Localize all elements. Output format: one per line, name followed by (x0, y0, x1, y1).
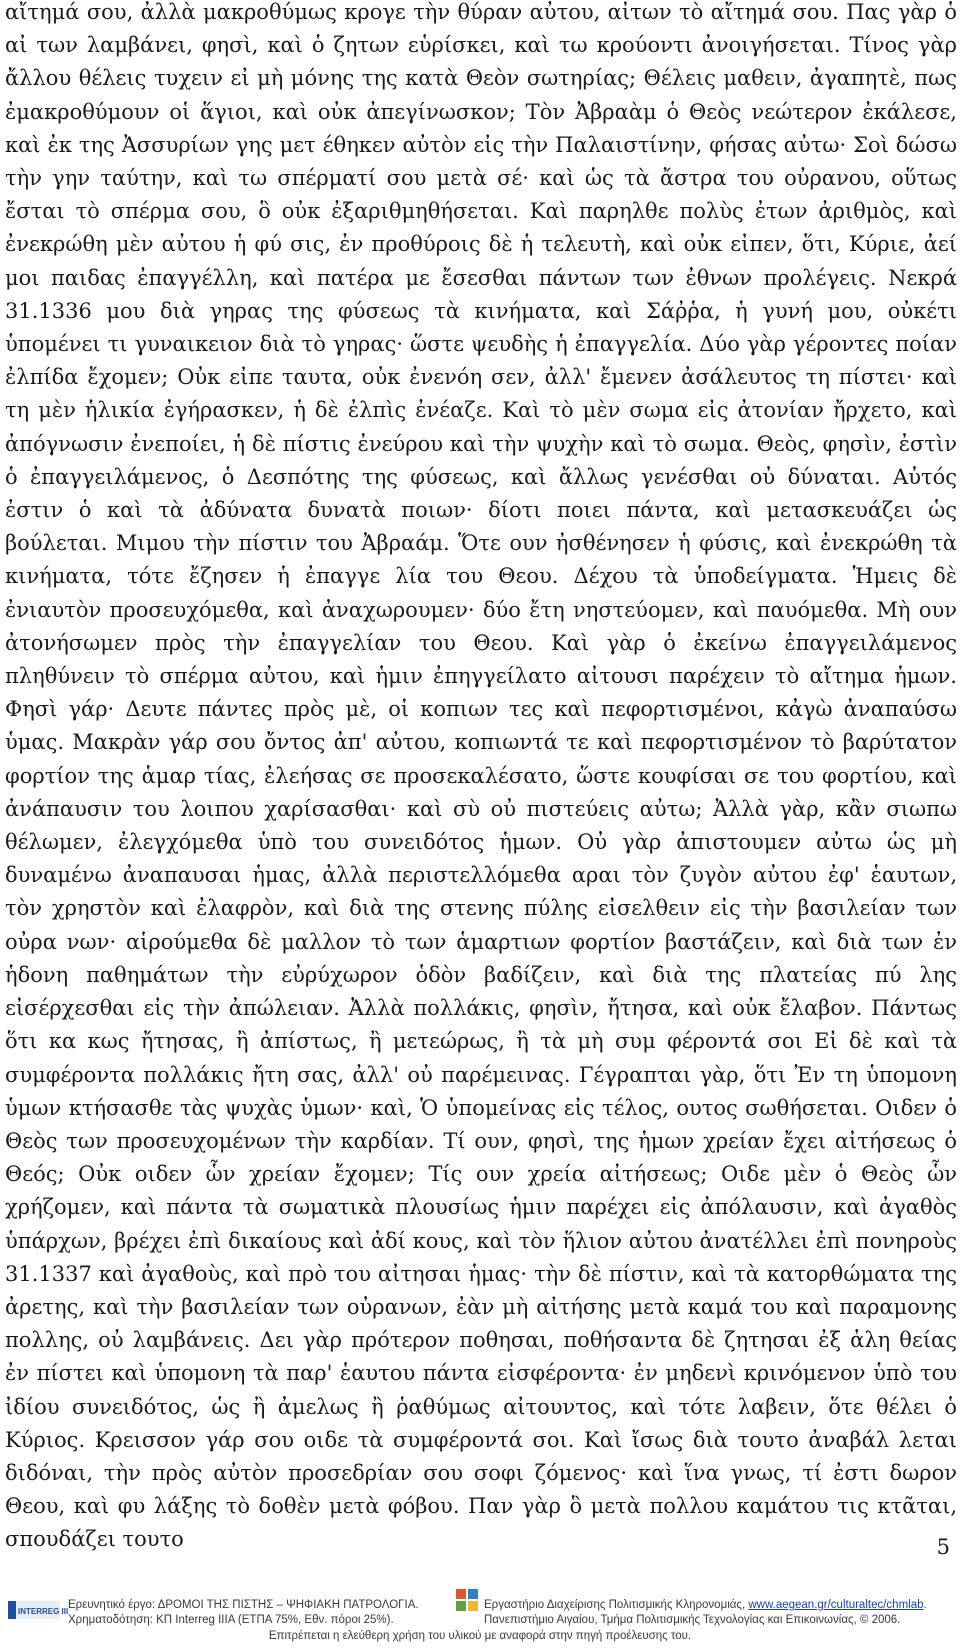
footer-university-line: Πανεπιστήμιο Αιγαίου, Τμήμα Πολιτισμικής Τεχνολογίας και Επικοινωνίας, © 2006. (484, 1614, 901, 1626)
footer (0, 1580, 960, 1651)
page-number: 5 (936, 1535, 950, 1559)
footer-project-line: Ερευνητικό έργο: ΔΡΟΜΟΙ ΤΗΣ ΠΙΣΤΗΣ – ΨΗΦΙΑΚΗ ΠΑΤΡΟΛΟΓΙΑ. (68, 1599, 419, 1611)
footer-lab-line: Εργαστήριο Διαχείρισης Πολιτισμικής Κληρονομιάς, www.aegean.gr/culturaltec/chmlab. (484, 1599, 927, 1611)
lab-website-link[interactable]: www.aegean.gr/culturaltec/chmlab (748, 1599, 924, 1611)
footer-funding-line: Χρηματοδότηση: ΚΠ Interreg IIIA (ΕΤΠΑ 75%, Εθν. πόροι 25%). (68, 1614, 394, 1626)
lab-logo-icon (456, 1589, 478, 1611)
body-paragraph: αἴτημά σου, ἀλλὰ μακροθύμως κρογε τὴν θύραν αὐτου, αἰτων τὸ αἴτημά σου. Πας γὰρ ὁ αἰ των λαμβάνει, φησὶ, καὶ ὁ ζητων εὑρίσκει, καὶ τω κρούοντι ἀνοιγήσεται. Τίνος γὰρ ἄλλου θέλεις τυχειν εἰ μὴ μόνης της κατὰ Θεὸν σωτηρίας; Θέλεις μαθειν, ἀγαπητὲ, πως ἐμακροθύμουν οἱ ἅγιοι, καὶ οὐκ ἀπεγίνωσκον; Τὸν Ἀβραὰμ ὁ Θεὸς νεώτερον ἐκάλεσε, καὶ ἐκ της Ἀσσυρίων γης μετ έθηκεν αὐτὸν εἰς τὴν Παλαιστίνην, φήσας αὐτω· Σοὶ δώσω τὴν γην ταύτην, καὶ τω σπέρματί σου μετὰ σέ· καὶ ὡς τὰ ἄστρα του οὐρανου, οὕτως ἔσται τὸ σπέρμα σου, ὃ οὐκ ἐξαριθμηθήσεται. Καὶ παρηλθε πολὺς ἐτων ἀριθμὸς, καὶ ἐνεκρώθη μὲν αὐτου ἡ φύ σις, ἐν προθύροις δὲ ἡ τελευτὴ, καὶ οὐκ εἰπεν, ὅτι, Κύριε, ἀεί μοι παιδας ἐπαγγέλλη, καὶ πατέρα με ἔσεσθαι πάντων των ἐθνων προλέγεις. Νεκρά 31.1336 μου διὰ γηρας της φύσεως τὰ κινήματα, καὶ Σάῤῥα, ἡ γυνή μου, οὐκέτι ὑπομένει τι γυναικειον διὰ τὸ γηρας· ὥστε ψευδὴς ἡ ἐπαγγελία. Δύο γὰρ γέροντες ποίαν ἐλπίδα ἔχομεν; Οὐκ εἰπε ταυτα, οὐκ ἐνενόη σεν, ἀλλ' ἔμενεν ἀσάλευτος τη πίστει· καὶ τη μὲν ἡλικία ἐγήρασκεν, ἡ δὲ ἐλπὶς ἐνέαζε. Καὶ τὸ μὲν σωμα εἰς ἀτονίαν ἤρχετο, καὶ ἀπόγνωσιν ἐνεποίει, ἡ δὲ πίστις ἐνεύρου καὶ τὴν ψυχὴν καὶ τὸ σωμα. Θεὸς, φησὶν, ἐστὶν ὁ ἐπαγγειλάμενος, ὁ Δεσπότης της φύσεως, καὶ ἄλλως γενέσθαι οὐ δύναται. Αὐτός ἐστιν ὁ καὶ τὰ ἀδύνατα δυνατὰ ποιων· δίοτι ποιει πάντα, καὶ μετασκευάζει ὡς βούλεται. Μιμου τὴν πίστιν του Ἀβραάμ. Ὅτε ουν ἠσθένησεν ἡ φύσις, καὶ ἐνεκρώθη τὰ κινήματα, τότε ἔζησεν ἡ ἐπαγγε λία του Θεου. Δέχου τὰ ὑποδείγματα. Ἡμεις δὲ ἐνιαυτὸν προσευχόμεθα, καὶ ἀναχωρουμεν· δύο ἔτη νηστεύομεν, καὶ παυόμεθα. Μὴ ουν ἀτονήσωμεν πρὸς τὴν ἐπαγγελίαν του Θεου. Καὶ γὰρ ὁ ἐκείνω ἐπαγγειλάμενος πληθύνειν τὸ σπέρμα αὐτου, καὶ ἡμιν ἐπηγγείλατο αἰτουσι παρέχειν τὸ αἴτημα ἡμων. Φησὶ γάρ· Δευτε πάντες πρὸς μὲ, οἱ κοπιων τες καὶ πεφορτισμένοι, κἀγὼ ἀναπαύσω ὑμας. Μακρὰν γάρ σου ὄντος ἀπ' αὐτου, κοπιωντά τε καὶ πεφορτισμένον τὸ βαρύτατον φορτίον της ἁμαρ τίας, ἐλεήσας σε προσεκαλέσατο, ὥστε κουφίσαι σε του φορτίου, καὶ ἀνάπαυσιν του λοιπου χαρίσασθαι· καὶ σὺ οὐ πιστεύεις αὐτω; Ἀλλὰ γὰρ, κἂν σιωπω θέλωμεν, ἐλεγχόμεθα ὑπὸ του συνειδότος ἡμων. Οὐ γὰρ ἀπιστουμεν αὐτω ὡς μὴ δυναμένω ἀναπαυσαι ἡμας, ἀλλὰ περιστελλόμεθα αραι τὸν ζυγὸν αὐτου ἐφ' ἑαυτων, τὸν χρηστὸν καὶ ἐλαφρὸν, καὶ διὰ της στενης πύλης εἰσελθειν εἰς τὴν βασιλείαν των οὐρα νων· αἱρούμεθα δὲ μαλλον τὸ των ἁμαρτιων φορτίον βαστάζειν, καὶ διὰ των ἐν ἡδονη παθημάτων τὴν εὐρύχωρον ὁδὸν βαδίζειν, καὶ διὰ της πλατείας πύ λης εἰσέρχεσθαι εἰς τὴν ἀπώλειαν. Ἀλλὰ πολλάκις, φησὶν, ἤτησα, καὶ οὐκ ἔλαβον. Πάντως ὅτι κα κως ἤτησας, ἢ ἀπίστως, ἢ μετεώρως, ἢ τὰ μὴ συμ φέροντά σοι Εἰ δὲ καὶ τὰ συμφέροντα πολλάκις ἤτη σας, ἀλλ' οὐ παρέμεινας. Γέγραπται γὰρ, ὅτι Ἐν τη ὑπομονη ὑμων κτήσασθε τὰς ψυχὰς ὑμων· καὶ, Ὁ ὑπομείνας εἰς τέλος, ουτος σωθήσεται. Οιδεν ὁ Θεὸς των προσευχομένων τὴν καρδίαν. Τί ουν, φησὶ, της ἡμων χρείαν ἔχει αἰτήσεως ὁ Θεός; Οὐκ οιδεν ὧν χρείαν ἔχομεν; Τίς ουν χρεία αἰτήσεως; Οιδε μὲν ὁ Θεὸς ὧν χρήζομεν, καὶ πάντα τὰ σωματικὰ πλουσίως ἡμιν παρέχει εἰς ἀπόλαυσιν, καὶ ἀγαθὸς ὑπάρχων, βρέχει ἐπὶ δικαίους καὶ ἀδί κους, καὶ τὸν ἥλιον αὐτου ἀνατέλλει ἐπὶ πονηροὺς 31.1337 καὶ ἀγαθοὺς, καὶ πρὸ του αἰτησαι ἡμας· τὴν δὲ πίστιν, καὶ τὰ κατορθώματα της ἀρετης, καὶ τὴν βασιλείαν των οὐρανων, ἐὰν μὴ αἰτήσης μετὰ καμά του καὶ παραμονης πολλης, οὐ λαμβάνεις. Δει γὰρ πρότερον ποθησαι, ποθήσαντα δὲ ζητησαι ἐξ ἀλη θείας ἐν πίστει καὶ ὑπομονη τὰ παρ' ἑαυτου πάντα εἰσφέροντα· ἐν μηδενὶ κρινόμενον ὑπὸ του ἰδίου συνειδότος, ὡς ἢ ἀμελως ἢ ῥαθύμως αἰτουντος, καὶ τότε λαβειν, ὅτε θέλει ὁ Κύριος. Κρεισσον γάρ σου οιδε τὰ συμφέροντά σοι. Καὶ ἴσως διὰ τουτο ἀναβάλ λεται διδόναι, τὴν πρὸς αὐτὸν προσεδρίαν σου σοφι ζόμενος· καὶ ἵνα γνως, τί ἐστι δωρον Θεου, καὶ φυ λάξης τὸ δοθὲν μετὰ φόβου. Παν γὰρ ὃ μετὰ πολλου καμάτου τις κτᾶται, σπουδάζει τουτο (5, 0, 957, 1552)
footer-lab-info (484, 1598, 954, 1628)
interreg-logo-icon (8, 1601, 69, 1619)
footer-project-info (68, 1598, 448, 1628)
svg-text:INTERREG III: INTERREG III (18, 1607, 69, 1616)
footer-usage-note: Επιτρέπεται η ελεύθερη χρήση του υλικού με αναφορά στην πηγή προέλευσης του. (268, 1630, 692, 1642)
